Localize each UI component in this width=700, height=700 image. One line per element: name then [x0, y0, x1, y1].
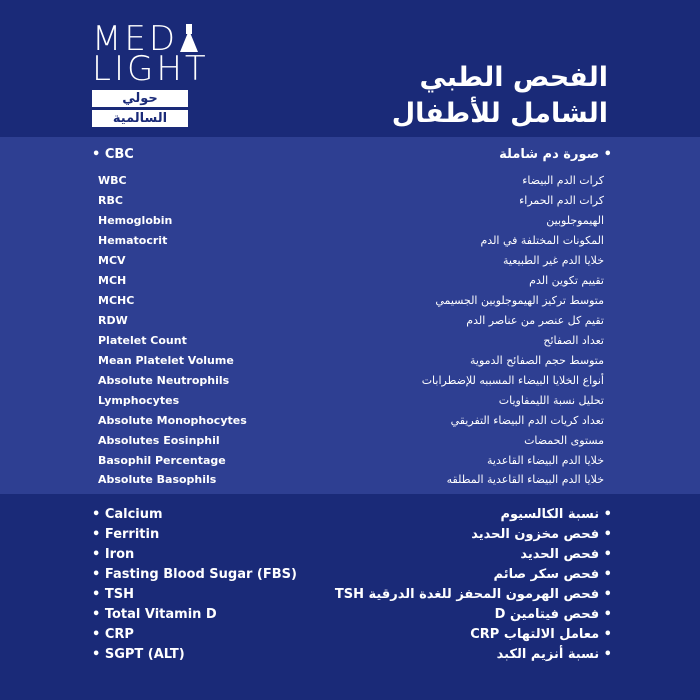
item-en: Basophil Percentage — [98, 454, 226, 467]
item-en: Hemoglobin — [98, 214, 173, 227]
item-en: RDW — [98, 314, 128, 327]
test-en: • TSH — [92, 587, 134, 602]
item-ar: تقييم تكوين الدم — [529, 274, 604, 287]
item-ar: خلايا الدم البيضاء القاعدية — [487, 454, 604, 467]
test-en: • Total Vitamin D — [92, 607, 217, 622]
item-en: Hematocrit — [98, 234, 168, 247]
item-ar: متوسط حجم الصفائح الدموية — [469, 354, 604, 367]
item-en: MCV — [98, 254, 126, 267]
item-en: WBC — [98, 174, 127, 187]
item-ar: تعداد كريات الدم البيضاء التفريقي — [450, 414, 604, 427]
test-ar: • فحص الهرمون المحفز للغدة الدرقية TSH — [334, 587, 612, 602]
item-en: Absolute Basophils — [98, 473, 217, 486]
list-item — [0, 214, 700, 234]
test-ar: • معامل الالتهاب CRP — [470, 627, 612, 642]
item-en: Absolute Monophocytes — [98, 414, 247, 427]
title-line-2: الشامل للأطفال — [391, 98, 608, 129]
test-en: • CRP — [92, 627, 134, 642]
item-en: Lymphocytes — [98, 394, 180, 407]
cbc-heading — [0, 147, 700, 167]
item-en: Mean Platelet Volume — [98, 354, 234, 367]
logo — [92, 19, 209, 127]
list-item — [0, 587, 700, 607]
cbc-heading-ar: • صورة دم شاملة — [499, 147, 612, 162]
list-item — [0, 434, 700, 454]
list-item — [0, 234, 700, 254]
item-ar: مستوى الحمضات — [524, 434, 604, 447]
list-item — [0, 627, 700, 647]
item-ar: خلايا الدم غير الطبيعية — [503, 254, 604, 267]
list-item — [0, 254, 700, 274]
title-line-1: الفحص الطبي — [419, 62, 608, 93]
list-item — [0, 567, 700, 587]
test-en: • Iron — [92, 547, 135, 562]
list-item — [0, 607, 700, 627]
list-item — [0, 354, 700, 374]
test-ar: • نسبة أنزيم الكبد — [496, 647, 612, 662]
test-ar: • فحص فيتامين D — [494, 607, 612, 622]
item-en: RBC — [98, 194, 123, 207]
list-item — [0, 334, 700, 354]
test-ar: • نسبة الكالسيوم — [500, 507, 612, 522]
test-ar: • فحص الحديد — [520, 547, 612, 562]
item-ar: المكونات المختلفة في الدم — [480, 234, 604, 247]
list-item — [0, 294, 700, 314]
test-ar: • فحص سكر صائم — [493, 567, 612, 582]
list-item — [0, 507, 700, 527]
test-en: • Calcium — [92, 507, 163, 522]
cbc-heading-en: • CBC — [92, 147, 134, 162]
item-ar: كرات الدم الحمراء — [519, 194, 604, 207]
logo-line-2: LIGHT — [92, 49, 209, 89]
list-item — [0, 454, 700, 474]
test-en: • Ferritin — [92, 527, 160, 542]
page-title — [288, 60, 608, 132]
list-item — [0, 547, 700, 567]
list-item — [0, 414, 700, 434]
item-ar: تقيم كل عنصر من عناصر الدم — [466, 314, 604, 327]
list-item — [0, 274, 700, 294]
item-ar: خلايا الدم البيضاء القاعدية المطلقه — [446, 473, 604, 486]
list-item — [0, 527, 700, 547]
item-ar: تحليل نسبة الليمفاويات — [498, 394, 604, 407]
item-en: Absolutes Eosinphil — [98, 434, 220, 447]
test-en: • Fasting Blood Sugar (FBS) — [92, 567, 297, 582]
item-ar: متوسط تركيز الهيموجلوبين الجسيمي — [435, 294, 604, 307]
item-en: Platelet Count — [98, 334, 187, 347]
logo-line-1: MED — [92, 24, 192, 54]
item-ar: كرات الدم البيضاء — [522, 174, 604, 187]
list-item — [0, 314, 700, 334]
logo-branch-1: حولي — [92, 90, 188, 107]
header — [0, 0, 700, 137]
item-ar: أنواع الخلايا البيضاء المسببه للإضطرابات — [421, 374, 604, 387]
item-ar: تعداد الصفائح — [543, 334, 604, 347]
item-ar: الهيموجلوبين — [546, 214, 604, 227]
item-en: Absolute Neutrophils — [98, 374, 230, 387]
item-en: MCHC — [98, 294, 135, 307]
list-item — [0, 194, 700, 214]
logo-branch-2: السالمية — [92, 110, 188, 127]
test-en: • SGPT (ALT) — [92, 647, 185, 662]
flask-icon — [180, 30, 198, 52]
list-item — [0, 174, 700, 194]
list-item — [0, 374, 700, 394]
item-en: MCH — [98, 274, 127, 287]
list-item — [0, 647, 700, 667]
test-ar: • فحص مخزون الحديد — [471, 527, 612, 542]
list-item — [0, 473, 700, 493]
list-item — [0, 394, 700, 414]
cbc-panel — [0, 137, 700, 494]
